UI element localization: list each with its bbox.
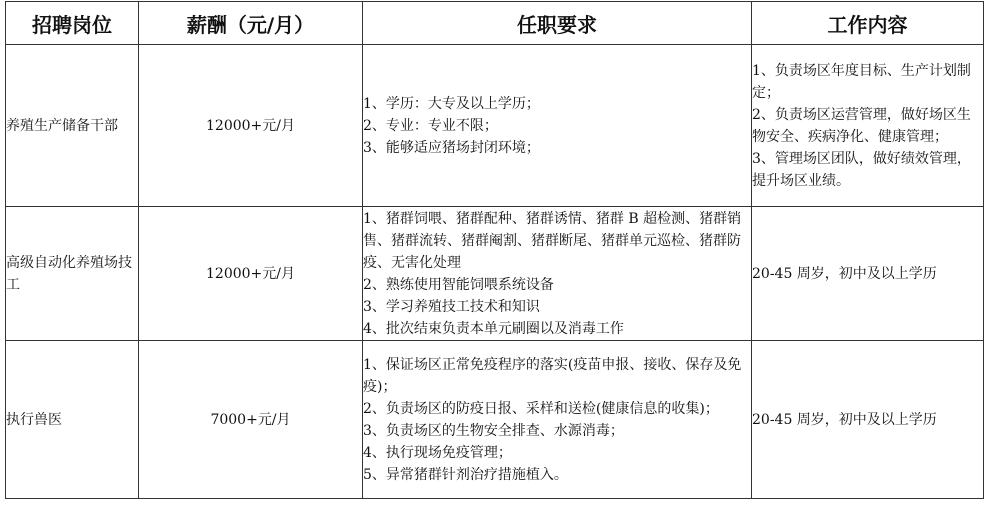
pay-cell: 12000+元/月: [139, 207, 363, 341]
requirements-cell: [363, 207, 752, 341]
table-row: [6, 45, 984, 207]
table-row: [6, 207, 984, 341]
header-requirements: 任职要求: [363, 2, 752, 45]
requirement-item: 1、保证场区正常免疫程序的落实(疫苗申报、接收、保存及免疫)；: [363, 356, 742, 395]
post-cell: 高级自动化养殖场技工: [6, 207, 139, 341]
duty-item: 2、负责场区运营管理，做好场区生物安全、疾病净化、健康管理；: [752, 106, 971, 145]
requirement-item: 1、猪群饲喂、猪群配种、猪群诱情、猪群 B 超检测、猪群销售、猪群流转、猪群阉割、猪群断尾、猪群单元巡检、猪群防疫、无害化处理: [363, 210, 742, 271]
header-pay: 薪酬（元/月）: [139, 2, 363, 45]
post-cell: 执行兽医: [6, 341, 139, 499]
requirement-item: 5、异常猪群针剂治疗措施植入。: [363, 466, 568, 483]
requirement-item: 4、批次结束负责本单元刷圈以及消毒工作: [363, 320, 624, 337]
requirement-item: 2、专业：专业不限；: [363, 117, 498, 134]
requirements-cell: [363, 341, 752, 499]
duty-item: 1、负责场区年度目标、生产计划制定；: [752, 62, 971, 101]
requirement-item: 3、能够适应猪场封闭环境；: [363, 139, 540, 156]
duty-item: 20-45 周岁，初中及以上学历: [752, 411, 937, 428]
duty-item: 20-45 周岁，初中及以上学历: [752, 265, 937, 282]
duty-item: 3、管理场区团队，做好绩效管理，提升场区业绩。: [752, 150, 971, 189]
requirement-item: 3、学习养殖技工技术和知识: [363, 298, 540, 315]
header-post: 招聘岗位: [6, 2, 139, 45]
recruitment-table-container: [5, 1, 984, 499]
duties-cell: [752, 341, 984, 499]
requirement-item: 1、学历：大专及以上学历；: [363, 95, 540, 112]
duties-cell: [752, 207, 984, 341]
requirements-cell: [363, 45, 752, 207]
pay-cell: 12000+元/月: [139, 45, 363, 207]
recruitment-table: [5, 1, 984, 499]
post-cell: 养殖生产储备干部: [6, 45, 139, 207]
pay-cell: 7000+元/月: [139, 341, 363, 499]
requirement-item: 2、负责场区的防疫日报、采样和送检(健康信息的收集)；: [363, 400, 719, 417]
header-duties: 工作内容: [752, 2, 984, 45]
header-row: [6, 2, 984, 45]
requirement-item: 4、执行现场免疫管理；: [363, 444, 512, 461]
table-row: [6, 341, 984, 499]
requirement-item: 2、熟练使用智能饲喂系统设备: [363, 276, 554, 293]
requirement-item: 3、负责场区的生物安全排查、水源消毒；: [363, 422, 624, 439]
duties-cell: [752, 45, 984, 207]
